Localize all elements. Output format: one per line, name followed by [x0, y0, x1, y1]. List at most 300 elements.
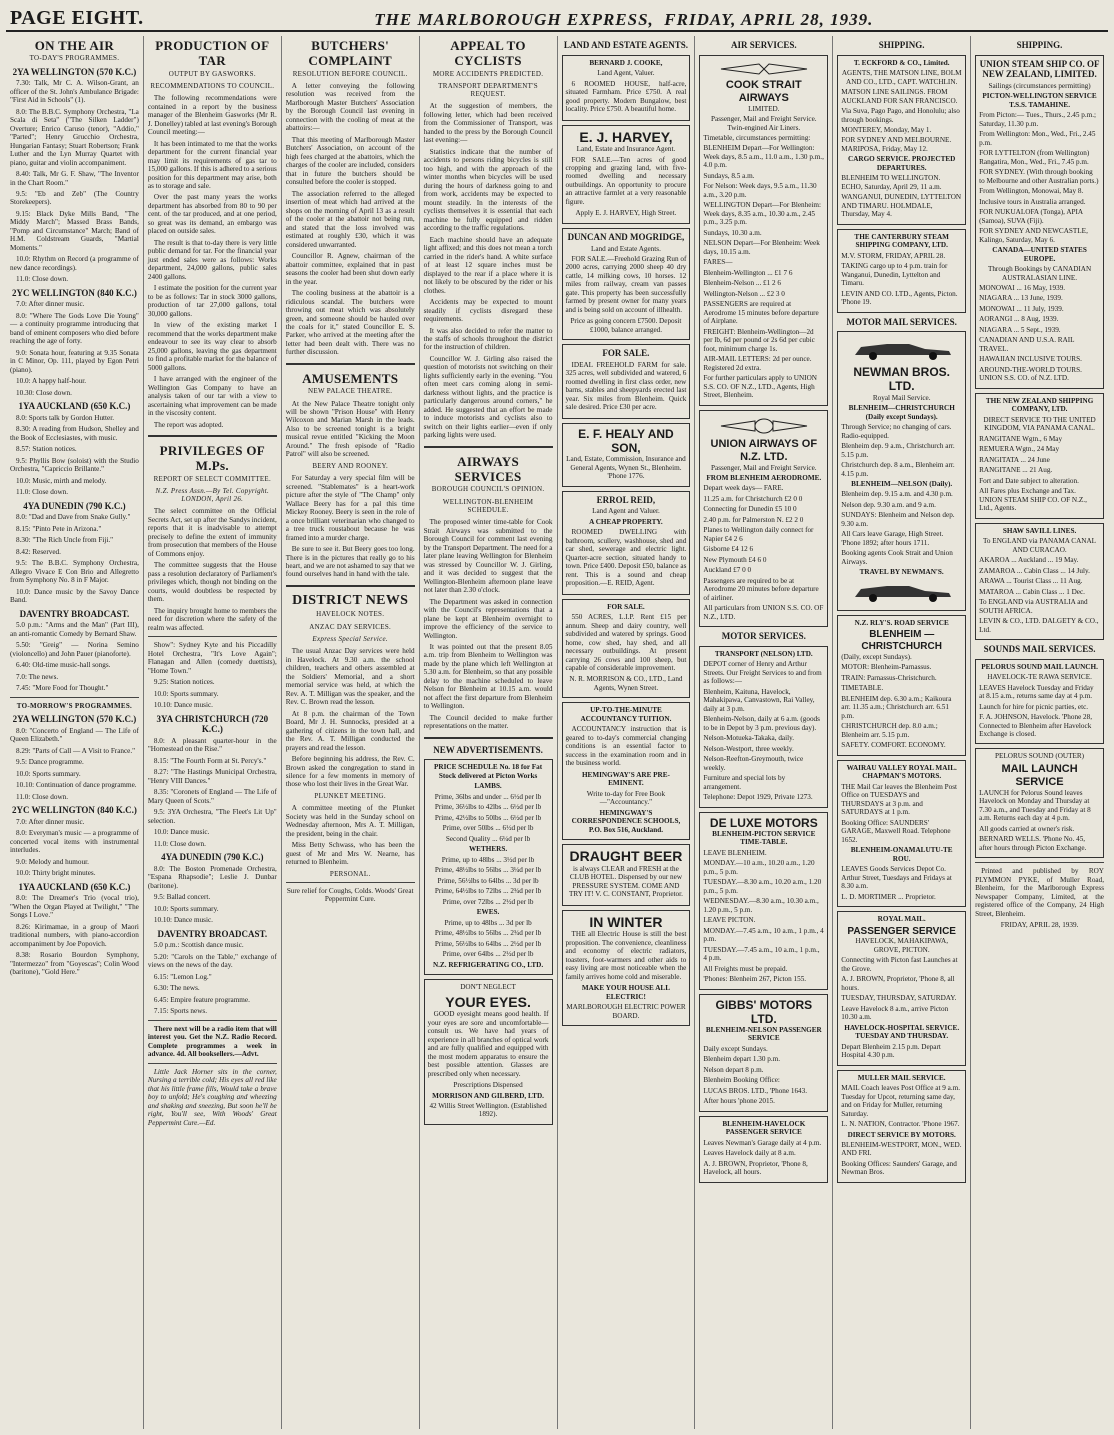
section-heading: MOTOR MAIL SERVICES.: [846, 316, 957, 327]
list-line: FREIGHT: Blenheim-Wellington—2d per lb, 6d per pound or 2s 6d per cubic foot, minimum charge 1s.: [703, 327, 815, 353]
ad-subhead: HAVELOCK-TE RAWA SERVICE.: [987, 673, 1092, 682]
paragraph: 10.0: Rhythm on Record (a programme of new dance recordings).: [10, 255, 139, 272]
list-line: A. J. BROWN, Proprietor, 'Phone 8, Havelock, all hours.: [703, 1159, 808, 1177]
paragraph: 5.0 p.m.: "Arms and the Man" (Part III), an anti-romantic Comedy by Bernard Shaw.: [10, 621, 139, 638]
list-line: A. J. BROWN, Proprietor, 'Phone 8, all hours.: [841, 975, 955, 992]
section-heading: AIR SERVICES.: [730, 40, 797, 50]
sailing-list: [979, 556, 1100, 634]
rail-road-ad: [837, 615, 966, 756]
list-line: Booking Office: SAUNDERS' GARAGE, Maxwell Road. Telephone 1652.: [841, 818, 951, 844]
list-line: Blenheim-Wellington ... £1 7 6: [703, 268, 793, 277]
paragraph: 8.0: "Where The Gods Love Die Young" — a continuity programme introducing that band of eminent composers who died before reaching the age of forty.: [10, 311, 139, 346]
land-agent-ad: [562, 423, 691, 487]
list-line: All Freights must be prepaid.: [703, 964, 788, 973]
list-line: TUESDAY.—8.30 a.m., 10.20 a.m., 1.20 p.m., 5 p.m.: [703, 878, 822, 895]
list-line: LEAVES Havelock Tuesday and Friday at 8.15 a.m., returns same day at 4 p.m.: [979, 683, 1094, 701]
list-line: TRAIN: Parnassus-Christchurch.: [841, 673, 937, 682]
list-line: FOR SYDNEY AND MELBOURNE. MARIPOSA, Friday, May 12.: [841, 136, 952, 153]
ad-firm: N. R. MORRISON & CO., LTD., Land Agents, Wynen Street.: [569, 675, 683, 692]
list-line: MONDAY.—10 a.m., 10.20 a.m., 1.20 p.m., 5 p.m.: [703, 859, 815, 876]
lambs-heading: LAMBS.: [474, 782, 502, 791]
ad-kicker: CARGO SERVICE. PROJECTED DEPARTURES.: [848, 155, 956, 172]
list-line: Booking Offices: Saunders' Garage, and Newman Bros.: [841, 1159, 957, 1177]
royal-mail-ad: [837, 760, 966, 907]
list-line: WEDNESDAY.—8.30 a.m., 10.30 a.m., 1.20 p.m., 5 p.m.: [703, 897, 819, 914]
paragraph: It was pointed out that the present 8.05 a.m. trip from Blenheim to Wellington was made by the plane which left Wellington at 5.30 a.m. for Blenheim, so that any possible delay to the machine scheduled to leave Nelson for Blenheim at 10.15 a.m. would not affect the first departure from Blenheim to Wellington.: [423, 643, 553, 711]
timetable-list: [841, 865, 962, 901]
ad-kicker: DON'T NEGLECT: [460, 983, 516, 992]
list-line: 11.25 a.m. for Christchurch £2 0 0: [703, 494, 803, 503]
ad-address: Apply E. J. HARVEY, High Street.: [575, 209, 677, 218]
paragraph: 7.0: The news.: [16, 672, 59, 681]
list-line: RANGITATA ... 24 June: [979, 455, 1050, 464]
list-line: BLENHEIM Depart—For Wellington: Week days, 8.5 a.m., 11.0 a.m., 1.30 p.m., 4.0 p.m.: [703, 144, 824, 170]
ad-kicker: Passenger, Mail and Freight Service. Twin-engined Air Liners.: [711, 115, 817, 132]
list-line: Depart Blenheim 2.15 p.m. Depart Hospital 4.30 p.m.: [841, 1042, 941, 1060]
paragraph: 8.29: "Parts of Call — A Visit to France.": [16, 746, 136, 755]
list-line: 2.40 p.m. for Palmerston N. £2 2 0: [703, 515, 804, 524]
verse-ad: Little Jack Horner sits in the corner, Nursing a terrible cold; His eyes all red like that his little frame fills, Would take a brave boy to unfold; He's coughing and wheezing and shaking and sneezing, But soon he'll be right, You'll see, With Woods' Great Peppermint Cure.—Ed.: [147, 1067, 277, 1127]
list-line: Nelson-Motueka-Takaka, daily.: [703, 734, 795, 743]
paragraph: 8.0: A pleasant quarter-hour in the "Homestead on the Rise.": [147, 736, 277, 754]
paragraph: I have arranged with the engineer of the Wellington Gas Company to have an analysis taken of our tar with a view to ascertaining what improvement can be made in the viscosity content.: [147, 375, 277, 418]
list-line: TUESDAY.—7.45 a.m., 10 a.m., 1 p.m., 4 p.m.: [703, 945, 820, 963]
list-line: LUCAS BROS. LTD., 'Phone 1643.: [703, 1086, 808, 1095]
paragraph: Statistics indicate that the number of accidents to persons riding bicycles is still too high, and with the approach of the winter months when bicycles will be used during the hours of darkness going to and from work, accidents may be expected to mount steadily. In the interests of the cyclists themselves it is essential that each machine be fully equipped and ridden according to the traffic regulations.: [423, 147, 553, 233]
ad-body: FOR SALE.—Ten acres of good cropping and grazing land, with five-roomed dwelling and necessary outbuildings. An opportunity to procure an attractive farmlet at a very reasonable figure.: [565, 155, 687, 206]
list-line: All Fares plus Exchange and Tax. UNION STEAM SHIP CO. OF N.Z., Ltd., Agents.: [979, 487, 1087, 513]
ad-note: HEMINGWAY'S ARE PRE-EMINENT.: [581, 770, 670, 788]
list-line: FOR LYTTELTON (from Wellington) Rangatira, Mon., Wed., Fri., 7.45 p.m.: [979, 149, 1090, 166]
ad-kicker: BLENHEIM-PICTON SERVICE TIME-TABLE.: [712, 829, 816, 847]
list-line: DEPOT corner of Henry and Arthur Streets. Our Freight Services to and from as follows:—: [703, 660, 822, 686]
article-subhead: REPORT OF SELECT COMMITTEE.: [153, 474, 272, 483]
agent-name: E. J. HARVEY,: [579, 128, 673, 145]
list-line: CANADIAN AND U.S.A. RAIL TRAVEL.: [979, 336, 1075, 353]
list-line: From Wellington, Monowai, May 8.: [979, 187, 1084, 196]
list-line: Leaves Newman's Garage daily at 4 p.m.: [703, 1138, 822, 1147]
shipping-ad: [975, 393, 1104, 519]
paragraph: Miss Betty Schwass, who has been the guest of Mr and Mrs W. Nearne, has returned to Blenheim.: [285, 841, 415, 867]
agent-name: DUNCAN AND MOGRIDGE,: [567, 231, 685, 242]
paragraph: Be sure to see it. But Beery goes too long. There is in the pictures that really go to his heart, and we are not ashamed to say that we found ourselves hand in hand with the tale.: [285, 545, 415, 579]
list-line: Blenheim, Kaituna, Havelock, Mahakipawa, Canvastown, Rai Valley, daily at 3 p.m.: [703, 687, 815, 713]
programme-list: [10, 621, 139, 692]
list-line: All Cars leave Garage, High Street. 'Phone 1892; after hours 1711.: [841, 530, 944, 547]
list-line: LAUNCH for Pelorus Sound leaves Havelock on Monday and Thursday at 7.30 a.m., and Tuesday and Friday at 8 a.m. Returns each day at 4 p.m.: [979, 788, 1091, 823]
list-line: New Plymouth £4 6 0: [703, 555, 767, 564]
list-line: WANGANUI, DUNEDIN, LYTTELTON AND TIMARU. HOLMDALE, Thursday, May 4.: [841, 193, 962, 219]
paragraph: 10.0: Sports summary.: [153, 904, 219, 913]
article-subhead: TRANSPORT DEPARTMENT'S REQUEST.: [438, 81, 538, 99]
timetable-list: [841, 490, 962, 566]
article-subhead: MORE ACCIDENTS PREDICTED.: [432, 69, 544, 78]
ad-subhead: FROM BLENHEIM AERODROME.: [706, 473, 822, 482]
list-line: Nelson-Westport, three weekly.: [703, 744, 794, 753]
list-line: LEAVES Goods Services Depot Co. Arthur Street, Tuesdays and Fridays at 8.30 a.m.: [841, 865, 952, 891]
agent-role: Land and Estate Agents.: [591, 244, 661, 253]
land-agent-ad: [562, 125, 691, 224]
paragraph: 8.57: Station notices.: [16, 445, 77, 454]
section-heading: SHIPPING.: [1016, 40, 1063, 50]
article-subhead: HAVELOCK NOTES.: [316, 610, 385, 619]
article-headline: APPEAL TO CYCLISTS: [450, 38, 526, 69]
list-line: MAIL Coach leaves Post Office at 9 a.m. Tuesday for Upcot, returning same day, and on Friday for Muller, returning Saturday.: [841, 1084, 961, 1118]
motor-car-icon: [847, 339, 957, 361]
list-line: MATSON LINE SAILINGS. FROM AUCKLAND FOR SAN FRANCISCO.: [841, 88, 958, 105]
hotel-beer-ad: [562, 844, 691, 905]
ad-body: 550 ACRES, L.I.P. Rent £15 per annum. Sheep and dairy country, well subdivided and watered by springs. Good home, cow shed, hay shed, and all necessary outbuildings. At present carrying 26 cows and 100 sheep, but capable of considerable improvement.: [565, 613, 687, 672]
paragraph: Councillor W. J. Girling also raised the question of motorists not switching on their lights sufficiently early in the evening. "You often meet cars coming along in semi-darkness without lights, and the practice is particularly dangerous around corners," he added. He suggested that an effort be made to induce motorists and cyclists also to switch on their lights earlier—even if only parking lights were used.: [423, 354, 553, 440]
programme-list: [10, 818, 139, 878]
list-line: All particulars from UNION S.S. CO. OF N.Z., LTD.: [703, 604, 824, 621]
list-line: ARAWA ... Tourist Class ... 11 Aug.: [979, 577, 1083, 586]
list-line: After hours 'phone 2015.: [703, 1097, 775, 1106]
article-body: [286, 647, 415, 789]
paragraph: 9.5: "Eb and Zeb" (The Country Storekeepers).: [10, 190, 139, 207]
paragraph: 10.0: Dance music by the Savoy Dance Band.: [10, 587, 139, 605]
paragraph: The report was adopted.: [153, 420, 224, 429]
agent-name: BERNARD J. COOKE,: [589, 58, 663, 67]
ad-subhead: Sailings (circumstances permitting): [988, 81, 1091, 90]
station-heading: 4YA DUNEDIN (790 K.C.): [23, 500, 126, 511]
paragraph: 8.0: "Dad and Dave from Snake Gully.": [16, 513, 131, 522]
paragraph: At the New Palace Theatre tonight only will be shown "Prison House" with Henry Wilcoxon and Marian Marsh in the leads. Also to be screened tonight is a bright musical revue entitled "Kicking the Moon Around." The fresh episode of "Radio Patrol" will also be screened.: [285, 399, 415, 459]
paragraph: 7.45: "More Food for Thought.": [16, 684, 109, 693]
timetable-list: [841, 1141, 962, 1177]
programme-list: [10, 414, 139, 497]
ad-body: ACCOUNTANCY instruction that is geared to to-day's commercial changing conditions is an essential factor to success in the examination room and in the business world.: [565, 725, 687, 768]
list-line: For further particulars apply to UNION S.S. CO. OF N.Z., LTD., Agents, High Street, Blenheim.: [703, 374, 817, 400]
list-line: To ENGLAND via AUSTRALIA and SOUTH AFRICA.: [979, 598, 1088, 615]
ad-headline: UNION AIRWAYS OF N.Z. LTD.: [710, 437, 818, 463]
section-subheading: TO-DAY'S PROGRAMMES.: [29, 54, 120, 63]
list-line: MONDAY.—7.45 a.m., 10 a.m., 1 p.m., 4 p.m.: [703, 926, 824, 944]
paragraph: At the suggestion of members, the following letter, which had been received from the Commissioner of Transport, was handed to the press by the Borough Council last evening:—: [423, 102, 553, 145]
section-heading: LAND AND ESTATE AGENTS.: [563, 40, 689, 50]
timetable-list: [703, 1139, 824, 1177]
ad-cta: MAKE YOUR HOUSE ALL ELECTRIC!: [581, 984, 671, 1001]
ad-headline: A CHEAP PROPERTY.: [589, 517, 663, 526]
paragraph: 10.0: Thirty bright minutes.: [16, 869, 96, 878]
programme-list: [10, 79, 139, 284]
motor-service-ad: [699, 812, 828, 990]
paragraph: 8.42: Reserved.: [16, 547, 61, 556]
paragraph: Accidents may be expected to mount steadily if cyclists disregard these requirements.: [423, 298, 553, 324]
ad-kicker: SHAW SAVILL LINES.: [1002, 526, 1077, 535]
article-subhead: RECOMMENDATIONS TO COUNCIL.: [150, 81, 275, 90]
list-line: Sundays, 10.30 a.m.: [703, 228, 762, 237]
list-line: TUESDAY, THURSDAY, SATURDAY.: [841, 994, 957, 1003]
list-line: SUNDAYS: Blenheim and Nelson dep. 9.30 a.m.: [841, 511, 955, 528]
timetable-list: [703, 1045, 824, 1106]
list-line: WELLINGTON Depart—For Blenheim: Week days, 8.35 a.m., 10.30 a.m., 2.45 p.m., 3.25 p.m.: [703, 201, 822, 227]
paragraph: The Department was asked in connection with the Council's representations that a plane be kept at Blenheim overnight to improve the efficiency of the service to Wellington.: [423, 597, 553, 640]
ad-kicker: Passenger, Mail and Freight Service.: [711, 463, 817, 472]
timetable-list: [703, 849, 824, 984]
list-line: Prime, 56½lbs to 64lbs ... 2½d per lb: [434, 939, 542, 948]
ad-headline: DRAUGHT BEER: [569, 848, 683, 865]
paragraph: 8.0: The Dreamer's Trio (vocal trio), "When the Organ Played at Twilight," "The Songs I Love.": [10, 894, 139, 920]
list-line: Daily except Sundays.: [703, 1044, 768, 1053]
royal-mail-ad: [837, 911, 966, 1066]
list-line: HAWAIIAN INCLUSIVE TOURS.: [979, 355, 1082, 364]
list-line: AKAROA ... Auckland ... 19 May.: [979, 556, 1079, 565]
list-line: Prime, up to 48lbs ... 3d per lb: [444, 918, 532, 927]
programme-list: [10, 727, 139, 801]
list-line: TAKING cargo up to 4 p.m. train for Wanganui, Dunedin, Lyttelton and Timaru.: [841, 262, 948, 288]
programme-list: [10, 300, 139, 397]
article-body: [286, 82, 415, 357]
programme-list: [148, 865, 277, 925]
list-line: Depart week days— FARE.: [703, 484, 784, 493]
paragraph: 10.0: Sports summary.: [16, 769, 81, 778]
land-agent-ad: [562, 599, 691, 699]
shipping-ad: [975, 523, 1104, 640]
ad-subhead: Through Bookings by CANADIAN AUSTRALASIAN LINE.: [987, 265, 1092, 282]
ad-headline: FOR SALE.: [602, 348, 650, 359]
ad-headline: DE LUXE MOTORS: [709, 815, 818, 830]
shipping-ad: [975, 55, 1104, 389]
paragraph: 9.5: Phyllis Bow (soloist) with the Studio Orchestra, "Capriccio Brillante.": [10, 456, 139, 474]
list-line: TIMETABLE.: [841, 684, 884, 693]
paragraph: In view of the existing market I recommend that the works department make endeavour to see its way clear to absorb 25,000 gallons, leaving the gas department to find a profitable market for the balance of 5000 gallons.: [147, 321, 277, 372]
land-agent-ad: [562, 228, 691, 340]
timetable-list: [841, 653, 962, 750]
ad-headline: FOR SALE.: [607, 602, 645, 611]
ad-body: is always CLEAR and FRESH at the CLUB HOTEL. Dispensed by our new PRESSURE SYSTEM. COME AND TRY IT! V. C. CONSTANT, Proprietor.: [568, 864, 683, 899]
paragraph: 6.30: The news.: [153, 984, 200, 993]
paragraph: I estimate the position for the current year to be as follows: Tar in stock 3000 gallons, production of tar 27,000 gallons, total 30,000 gallons.: [147, 284, 277, 318]
imprint-date: FRIDAY, APRIL 28, 1939.: [1000, 921, 1079, 930]
list-line: AROUND-THE-WORLD TOURS. UNION S.S. CO. of N.Z. LTD.: [979, 365, 1082, 383]
issue-date: FRIDAY, APRIL 28, 1939.: [664, 10, 874, 29]
list-line: ZAMAROA ... Cabin Class ... 14 July.: [979, 566, 1090, 575]
station-heading: 2YA WELLINGTON (570 K.C.): [12, 66, 137, 77]
paragraph: The following recommendations were contained in a report by the business manager of the Blenheim Gasworks (Mr R. J. Donelley) tabled at last evening's Borough Council meeting:—: [147, 94, 277, 137]
list-line: Furniture and special lots by arrangement.: [703, 774, 786, 791]
motor-service-ad: [699, 1116, 828, 1183]
shipping-ad: [837, 229, 966, 313]
list-line: All goods carried at owner's risk.: [979, 824, 1075, 833]
article-body: [286, 474, 415, 579]
paragraph: It was also decided to refer the matter to the staffs of schools throughout the district for the instruction of children.: [423, 326, 553, 352]
paragraph: The result is that to-day there is very little public demand for tar. For the financial year just ended sales were as follows: Works department, 24,000 gallons, public sales 2400 gallons.: [147, 238, 277, 281]
list-line: L. D. MORTIMER ... Proprietor.: [841, 892, 936, 901]
land-agent-ad: [562, 344, 691, 419]
timetable-list: [979, 789, 1100, 852]
paragraph: Over the past many years the works department has absorbed from 80 to 90 per cent. of the tar produced, and at one period, so great was its demand, an embargo was placed on outside sales.: [147, 193, 277, 236]
radio-record-note: There next will be a radio item that will interest you. Get the N.Z. Radio Record. Complete programmes a week in advance. 4d. All booksellers.—Advt.: [147, 1024, 277, 1059]
paragraph: 10.0: A happy half-hour.: [16, 377, 87, 386]
list-line: THE Mail Car leaves the Blenheim Post Office on TUESDAYS and THURSDAYS at 3 p.m. and SATURDAYS at 1 p.m.: [841, 782, 958, 817]
list-line: Telephone: Depot 1929, Private 1273.: [703, 793, 813, 802]
ewes-heading: EWES.: [476, 908, 500, 917]
article-subhead: PERSONAL.: [329, 869, 371, 878]
paragraph: 9.0: Sonata hour, featuring at 9.35 Sonata in C Minor, Op. 111, played by Egon Petri (piano).: [10, 348, 139, 374]
paper-title: [374, 10, 873, 30]
ad-body: IDEAL FREEHOLD FARM for sale. 325 acres, well subdivided and watered, 6 roomed dwelling in first class order, new barns, stables and sheepyards erected last year. Six miles from Blenheim. Quick sale desired. Price £30 per acre.: [565, 360, 687, 412]
agent-role: Land, Estate and Insurance Agent.: [576, 145, 676, 154]
ad-kicker: MULLER MAIL SERVICE.: [857, 1073, 946, 1082]
list-line: Prime, 36lbs and under ... 6½d per lb: [434, 792, 542, 801]
land-agent-ad: [562, 491, 691, 595]
ad-headline: COOK STRAIT AIRWAYS: [725, 78, 802, 104]
land-agent-ad: [562, 55, 691, 121]
station-heading: DAVENTRY BROADCAST.: [19, 608, 130, 619]
paragraph: The committee suggests that the House pass a resolution declaratory of Parliament's privileges which, though not binding on the courts, would doubtless be respected by them.: [147, 561, 277, 604]
sailing-list: [841, 252, 962, 307]
ad-headline: YOUR EYES.: [445, 993, 531, 1010]
list-line: BLENHEIM dep. 6.30 a.m.; Kaikoura arr. 11.35 a.m.; Christchurch arr. 6.51 p.m.: [841, 694, 952, 720]
list-line: Planes to Wellington daily connect for Napier £4 2 6: [703, 526, 814, 543]
ad-headline: PASSENGER SERVICE: [847, 925, 956, 937]
programme-list: [10, 894, 139, 976]
ad-kicker: DIRECT SERVICE BY MOTORS.: [847, 1130, 956, 1139]
station-heading: 2YA WELLINGTON (570 K.C.): [12, 714, 137, 724]
station-heading: 2YC WELLINGTON (840 K.C.): [11, 805, 137, 815]
wings-icon: [703, 417, 824, 435]
ad-subhead: BLENHEIM—NELSON (Daily).: [851, 480, 953, 488]
ad-headline: UP-TO-THE-MINUTE ACCOUNTANCY TUITION.: [580, 706, 672, 723]
list-line: F. A. JOHNSON, Havelock. 'Phone 28, Connected to Blenheim after Havelock Exchange is closed.: [979, 713, 1093, 738]
list-line: Prime, 36½lbs to 42lbs ... 6½d per lb: [434, 803, 542, 812]
list-line: Prime, 56½lbs to 64lbs ... 3d per lb: [437, 876, 539, 885]
ad-kicker: WAIRAU VALLEY ROYAL MAIL. CHAPMAN'S MOTORS.: [846, 763, 957, 781]
sailing-list: [979, 435, 1100, 513]
timetable-list: [841, 1084, 962, 1128]
ad-firm: TRANSPORT (NELSON) LTD.: [714, 649, 813, 658]
paragraph: 8.30: A reading from Hudson, Shelley and the Book of Ecclesiastes, with music.: [10, 425, 139, 442]
article-body: [286, 804, 415, 866]
section-heading: ON THE AIR: [34, 38, 115, 53]
section-heading: NEW ADVERTISEMENTS.: [433, 744, 543, 755]
list-line: Blenheim dep. 9 a.m., Christchurch arr. 5.15 p.m.: [841, 442, 955, 459]
timetable-list: [703, 660, 824, 801]
paragraph: That this meeting of Marlborough Master Butchers' Association, on account of the high fees charged at the abattoirs, which the charges of the cooler are included, considers that in future the butchers should be consulted before the cooler is stopped.: [285, 135, 415, 187]
paragraph: The usual Anzac Day services were held in Havelock. At 9.30 a.m. the school children, teachers and others assembled at the Soldiers' Memorial, and a short memorial service was held, at which the Rev. A. T. Milligan was the speaker, and the Rev. C. Brown read the lesson.: [285, 647, 415, 707]
article-body: [424, 102, 553, 439]
list-line: AIR-MAIL LETTERS: 2d per ounce. Registered 2d extra.: [703, 355, 812, 372]
paragraph: 11.0: Close down.: [16, 488, 69, 497]
article-subhead: PLUNKET MEETING.: [314, 791, 386, 800]
paragraph: Show": Sydney Kyte and his Piccadilly Hotel Orchestra, "It's Love Again"; Flanagan and Allen (comedy duettists), "Home Town.": [147, 641, 277, 675]
cough-cure-ad: Sure relief for Coughs, Colds. Woods' Great Peppermint Cure.: [286, 886, 414, 904]
list-line: From Wellington: Mon., Wed., Fri., 2.45 p.m.: [979, 130, 1096, 147]
agent-name: E. F. HEALY AND SON,: [578, 426, 674, 456]
list-line: Second Quality ... 6¼d per lb: [445, 834, 531, 843]
ad-kicker: AGENTS, THE MATSON LINE, BOLM AND CO., LTD., CAPT. WATCHLIN.: [841, 69, 962, 86]
paragraph: 9.0: Melody and humour.: [16, 857, 89, 866]
columns: [6, 36, 1108, 1429]
price-schedule-ad: [424, 759, 553, 975]
ad-kicker: Royal Mail Service.: [872, 393, 931, 402]
list-line: Blenheim depart 1.30 p.m.: [703, 1055, 781, 1064]
masthead: [6, 6, 1108, 32]
transport-ad: [699, 646, 828, 808]
agent-role: Land, Estate, Commission, Insurance and General Agents, Wynen St., Blenheim. 'Phone 1776.: [566, 455, 686, 481]
ad-subhead: HAVELOCK, MAHAKIPAWA, GROVE, PICTON.: [855, 937, 949, 954]
paragraph: 8.27: "The Hastings Municipal Orchestra, "Henry VIII Dances.": [147, 768, 277, 785]
launch-ad: [975, 659, 1104, 745]
price-list: [428, 919, 549, 959]
paragraph: 8.30: "The Rich Uncle from Fiji.": [16, 536, 114, 545]
timetable-list: [979, 684, 1100, 739]
list-line: BERNARD WELLS. 'Phone No. 45, after hours through Picton Exchange.: [979, 835, 1087, 852]
list-line: Prime, over 72lbs ... 2½d per lb: [442, 897, 534, 906]
paragraph: 5.0 p.m.: Scottish dance music.: [153, 941, 244, 950]
column-5: [558, 36, 696, 1429]
sailing-list: [979, 284, 1100, 383]
paragraph: A committee meeting of the Plunket Society was held in the Sunday school on Wednesday afternoon, Mrs A. T. Milligan, the president, being in the chair.: [285, 804, 415, 838]
column-4: [420, 36, 558, 1429]
paragraph: 10.0: Music, mirth and melody.: [16, 476, 107, 485]
column-3: [282, 36, 420, 1429]
list-line: M.V. STORM, FRIDAY, APRIL 28.: [841, 251, 946, 260]
paragraph: 8.0: Everyman's music — a programme of concerted vocal items with instrumental interludes.: [10, 829, 139, 855]
station-heading: 4YA DUNEDIN (790 K.C.): [161, 852, 264, 863]
list-line: For Nelson: Week days, 9.5 a.m., 11.30 a.m., 3.20 p.m.: [703, 182, 817, 199]
list-line: LEAVE PICTON.: [703, 916, 756, 925]
timetable-list: [841, 423, 962, 478]
list-line: Nelson dep. 9.30 a.m. and 9 a.m.: [841, 500, 936, 509]
paragraph: 10.10: Dance music.: [153, 701, 213, 710]
list-line: 'Phones: Blenheim 267, Picton 155.: [703, 975, 807, 984]
sailing-list: [979, 111, 1100, 244]
price-list: [428, 856, 549, 906]
agent-name: ERROL REID,: [596, 494, 656, 505]
ad-headline: MAIL LAUNCH SERVICE: [1001, 762, 1078, 788]
list-line: Booking agents Cook Strait and Union Airways.: [841, 549, 953, 566]
station-heading: DAVENTRY BROADCAST.: [157, 928, 268, 939]
byline: Express Special Service.: [312, 634, 388, 643]
paragraph: 8.26: Kirimamae, in a group of Maori traditional numbers, with piano-accordion accompaniment by Joe Popovich.: [10, 922, 139, 948]
price-list: [428, 793, 549, 843]
ad-firm: HEMINGWAY'S CORRESPONDENCE SCHOOLS, P.O. Box 516, Auckland.: [571, 808, 681, 834]
timetable-list: [841, 783, 962, 844]
timetable-list: [703, 484, 824, 621]
page-label: PAGE EIGHT.: [10, 7, 144, 29]
ad-headline: BLENHEIM — CHRISTCHURCH: [861, 629, 942, 653]
paragraph: 5.50: "Greig" — Norina Semino (violoncello) and John Pauer (pianoforte).: [10, 641, 139, 658]
programme-list: [148, 737, 277, 848]
agent-role: Land Agent and Valuer.: [592, 507, 660, 516]
station-heading: 1YA AUCKLAND (650 K.C.): [18, 401, 131, 412]
article-subhead: WELLINGTON-BLENHEIM SCHEDULE.: [442, 497, 534, 514]
ad-subhead: LIMITED.: [748, 104, 780, 113]
article-subhead: ANZAC DAY SERVICES.: [309, 622, 392, 631]
list-line: MATAROA ... Cabin Class ... 1 Dec.: [979, 587, 1085, 596]
ad-kicker: CANADA—UNITED STATES EUROPE.: [992, 246, 1087, 263]
paragraph: The Council decided to make further representations on the matter.: [423, 713, 553, 731]
shipping-ad: [837, 55, 966, 225]
price-schedule-title: PRICE SCHEDULE No. 18 for Fat Stock delivered at Picton Works: [434, 763, 543, 780]
column-7: [833, 36, 971, 1429]
motor-car-icon: [847, 581, 957, 603]
paragraph: 11.0: Close down.: [16, 275, 69, 284]
paragraph: 10.30: Close down.: [16, 388, 72, 397]
paragraph: 8.15: "Pinto Pete in Arizona.": [16, 524, 102, 533]
list-line: Auckland £7 0 0: [703, 566, 752, 575]
paragraph: 8.35: "Coronets of England — The Life of Mary Queen of Scots.": [147, 788, 277, 805]
list-line: FOR NUKUALOFA (Tonga), APIA (Samoa), SUVA (Fiji).: [979, 208, 1083, 225]
programme-list: [148, 941, 277, 1015]
article-headline: AIRWAYS SERVICES: [454, 453, 522, 485]
airline-ad: [699, 410, 828, 628]
section-heading: SHIPPING.: [878, 40, 925, 50]
paragraph: The cooling business at the abattoir is a ridiculous scandal. The butchers were throwing out meat which was absolutely green, and someone should be hauled over the coals for it," stated Councillor E. S. Parker, who arrived at the meeting after the letter had been dealt with. There was no further discussion.: [285, 289, 415, 357]
paragraph: 9.5: The B.B.C. Symphony Orchestra, Allegro Vivace E Con Brio and Allegretto from Symphony No. 8 in F Major.: [10, 559, 139, 585]
